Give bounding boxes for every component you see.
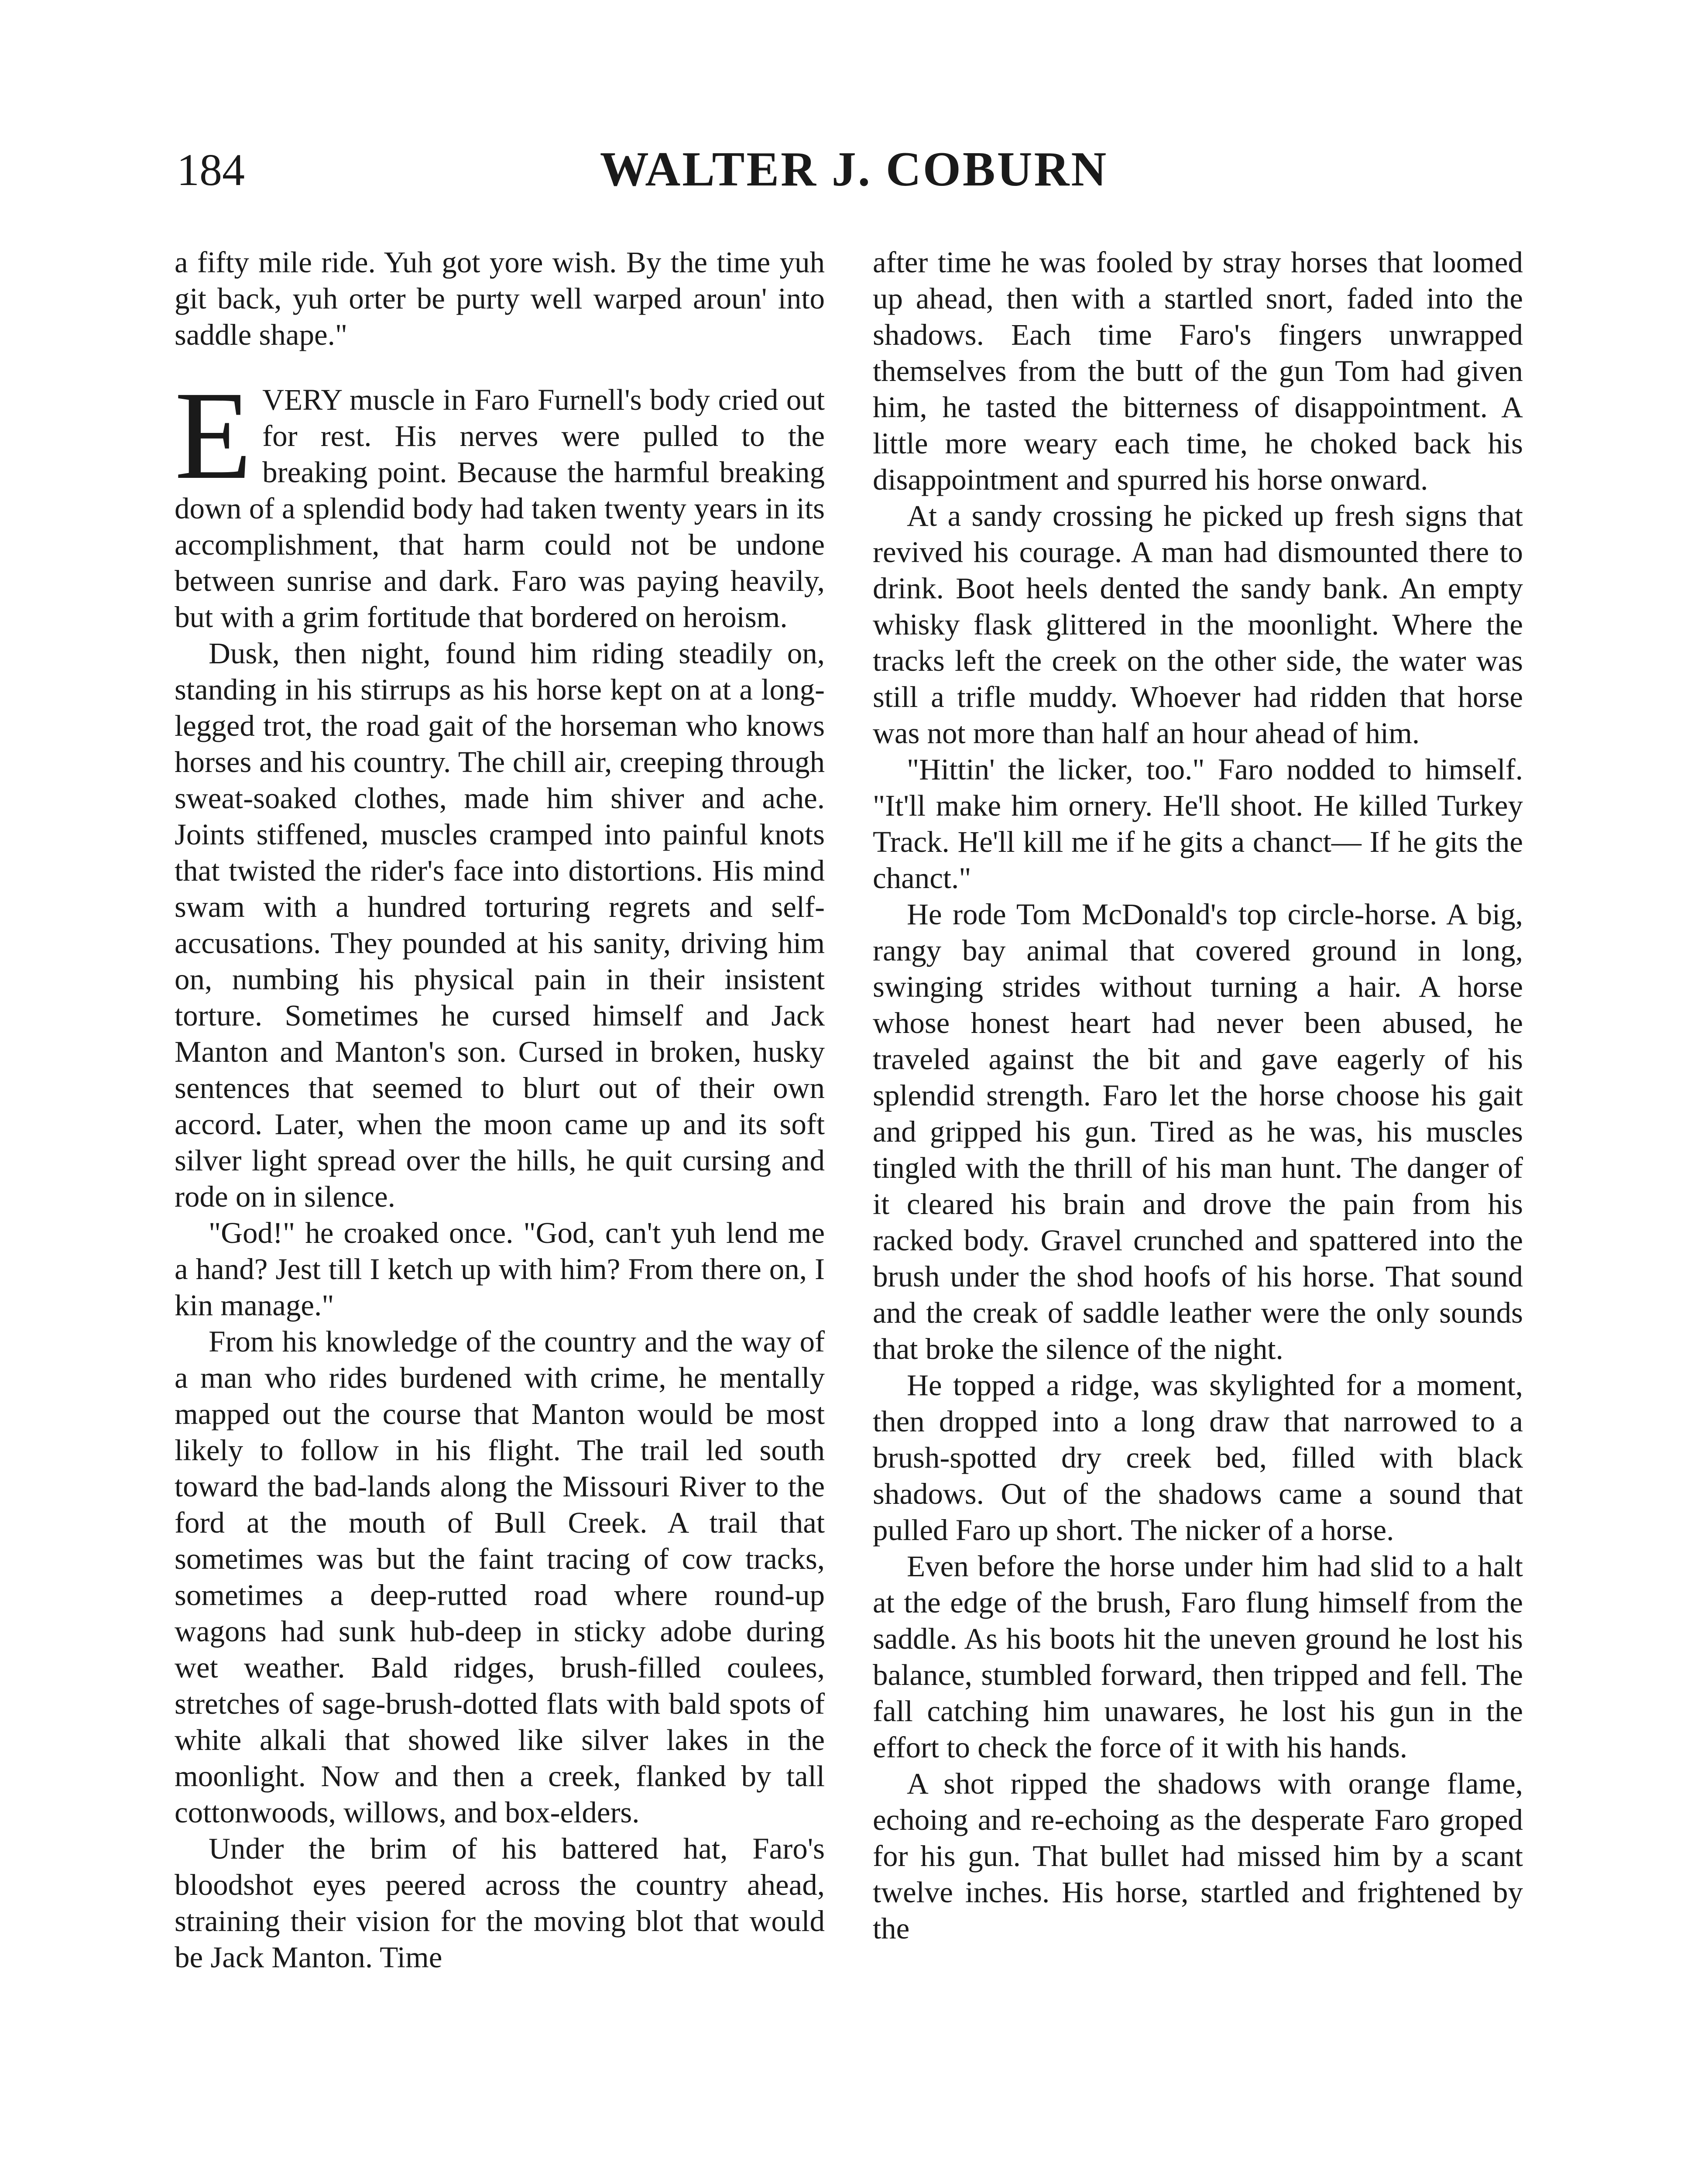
paragraph: after time he was fooled by stray horses that loomed up ahead, then with a startled snort, faded into the shadows. Each time Faro's fingers unwrapped themselves from the butt of the gun Tom had given him, he tasted the bitterness of disappointment. A little more weary each time, he choked back his disappointment and spurred his horse onward. bbox=[873, 246, 1523, 496]
paragraph: a fifty mile ride. Yuh got yore wish. By the time yuh git back, yuh orter be purty well warped aroun' into saddle shape." bbox=[175, 246, 825, 351]
paragraph: He rode Tom McDonald's top circle-horse. A big, rangy bay animal that covered ground in long, swinging strides without turning a hair. A horse whose honest heart had never been abused, he traveled against the bit and gave eagerly of his splendid strength. Faro let the horse choose his gait and gripped his gun. Tired as he was, his muscles tingled with the thrill of his man hunt. The danger of it cleared his brain and drove the pain from his racked body. Gravel crunched and spattered into the brush under the shod hoofs of his horse. That sound and the creak of saddle leather were the only sounds that broke the silence of the night. bbox=[873, 898, 1523, 1365]
paragraph: Even before the horse under him had slid to a halt at the edge of the brush, Faro flung himself from the saddle. As his boots hit the uneven ground he lost his balance, stumbled forward, then tripped and fell. The fall catching him unawares, he lost his gun in the effort to check the force of it with his hands. bbox=[873, 1550, 1523, 1764]
paragraph bbox=[175, 365, 825, 635]
paragraph-text: VERY muscle in Faro Furnell's body cried out for rest. His nerves were pulled to the breaking point. Because the harmful breaking down of a splendid body had taken twenty years in its accomplishment, that harm could not be undone between sunrise and dark. Faro was paying heavily, but with a grim fortitude that bordered on heroism. bbox=[175, 383, 825, 634]
paragraph: From his knowledge of the country and the way of a man who rides burdened with crime, he mentally mapped out the course that Manton would be most likely to follow in his flight. The trail led south toward the bad-lands along the Missouri River to the ford at the mouth of Bull Creek. A trail that sometimes was but the faint tracing of cow tracks, sometimes a deep-rutted road where round-up wagons had sunk hub-deep in sticky adobe during wet weather. Bald ridges, brush-filled coulees, stretches of sage-brush-dotted flats with bald spots of white alkali that showed like silver lakes in the moonlight. Now and then a creek, flanked by tall cottonwoods, willows, and box-elders. bbox=[175, 1325, 825, 1829]
paragraph: "God!" he croaked once. "God, can't yuh lend me a hand? Jest till I ketch up with him? From there on, I kin manage." bbox=[175, 1216, 825, 1322]
running-head-title: WALTER J. COBURN bbox=[600, 142, 1108, 196]
section-break bbox=[175, 353, 825, 382]
paragraph: Under the brim of his battered hat, Faro's bloodshot eyes peered across the country ahead, straining their vision for the moving blot that would be Jack Manton. Time bbox=[175, 1832, 825, 1974]
drop-cap: E bbox=[175, 365, 252, 505]
paragraph: Dusk, then night, found him riding steadily on, standing in his stirrups as his horse kept on at a long-legged trot, the road gait of the horseman who knows horses and his country. The chill air, creeping through sweat-soaked clothes, made him shiver and ache. Joints stiffened, muscles cramped into painful knots that twisted the rider's face into distortions. His mind swam with a hundred torturing regrets and self-accusations. They pounded at his sanity, driving him on, numbing his physical pain in their insistent torture. Sometimes he cursed himself and Jack Manton and Manton's son. Cursed in broken, husky sentences that seemed to blurt out of their own accord. Later, when the moon came up and its soft silver light spread over the hills, he quit cursing and rode on in silence. bbox=[175, 637, 825, 1213]
paragraph: "Hittin' the licker, too." Faro nodded to himself. "It'll make him ornery. He'll shoot. He killed Turkey Track. He'll kill me if he gits a chanct— If he gits the chanct." bbox=[873, 753, 1523, 895]
left-column bbox=[175, 244, 825, 1976]
paragraph: A shot ripped the shadows with orange flame, echoing and re-echoing as the desperate Faro groped for his gun. That bullet had missed him by a scant twelve inches. His horse, startled and frightened by the bbox=[873, 1767, 1523, 1945]
paragraph: At a sandy crossing he picked up fresh signs that revived his courage. A man had dismounted there to drink. Boot heels dented the sandy bank. An empty whisky flask glittered in the moonlight. Where the tracks left the creek on the other side, the water was still a trifle muddy. Whoever had ridden that horse was not more than half an hour ahead of him. bbox=[873, 499, 1523, 750]
paragraph: He topped a ridge, was skylighted for a moment, then dropped into a long draw that narrowed to a brush-spotted dry creek bed, filled with black shadows. Out of the shadows came a sound that pulled Faro up short. The nicker of a horse. bbox=[873, 1369, 1523, 1547]
right-column bbox=[873, 244, 1523, 1947]
page-number: 184 bbox=[177, 145, 245, 195]
